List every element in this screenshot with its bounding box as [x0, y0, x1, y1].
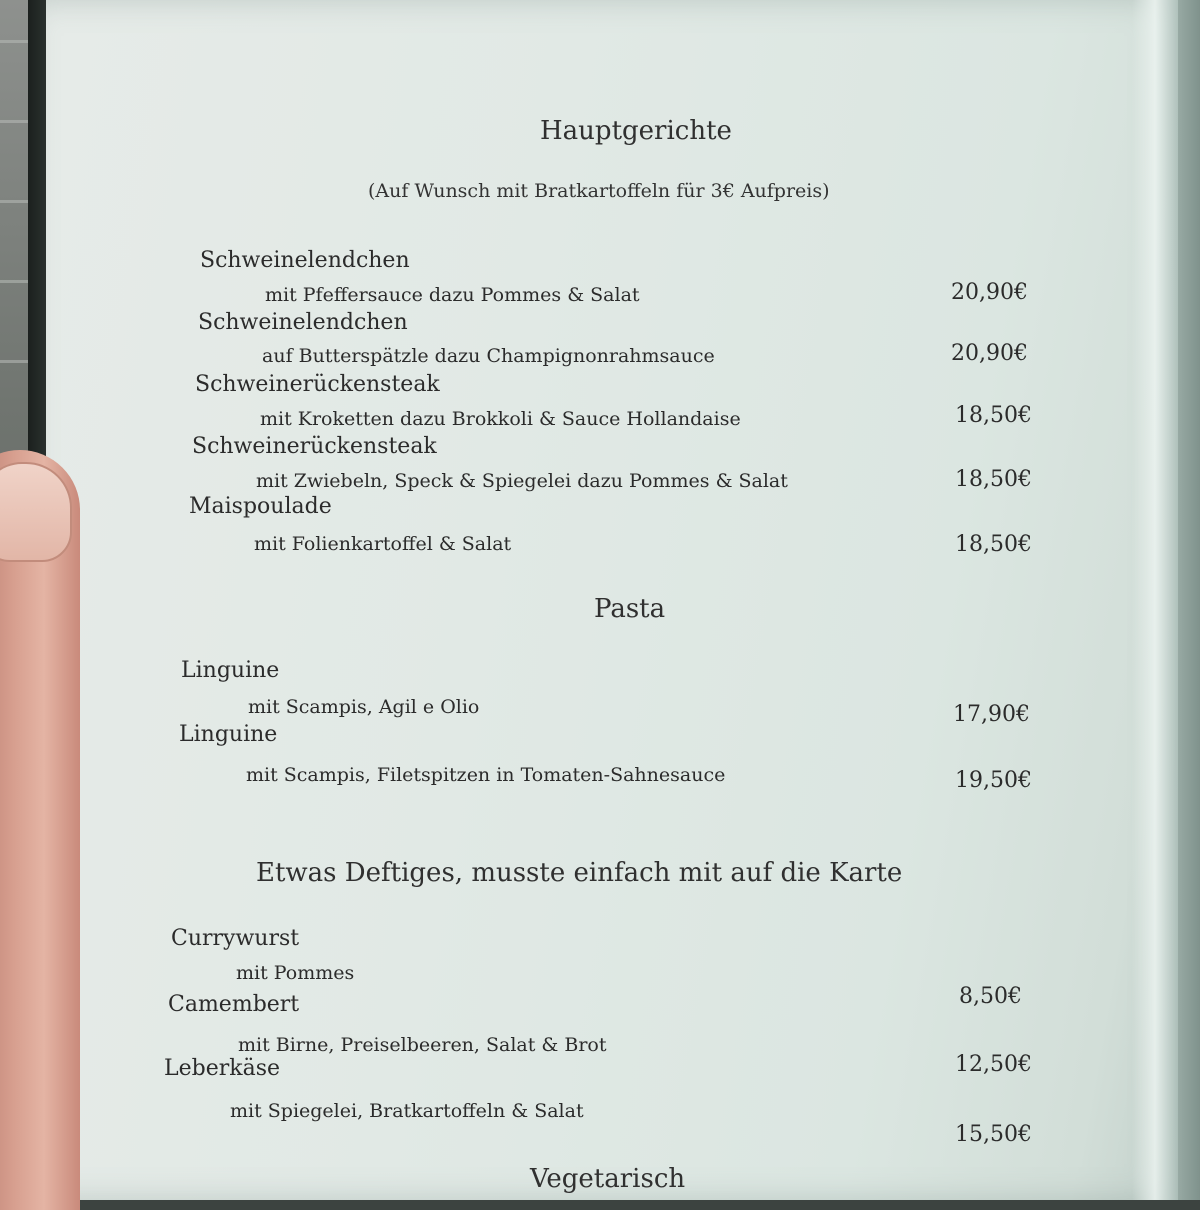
- dish-price: 20,90€: [951, 341, 1028, 366]
- dish-name: Schweinelendchen: [200, 248, 410, 273]
- dish-price: 18,50€: [955, 532, 1032, 557]
- dish-name: Leberkäse: [164, 1056, 281, 1081]
- dish-description: mit Birne, Preiselbeeren, Salat & Brot: [238, 1034, 607, 1056]
- dish-description: mit Folienkartoffel & Salat: [254, 533, 512, 555]
- dish-name: Schweinerückensteak: [195, 372, 440, 397]
- dish-price: 12,50€: [955, 1052, 1032, 1077]
- dish-description: mit Zwiebeln, Speck & Spiegelei dazu Pommes & Salat: [256, 470, 788, 492]
- section-title-pasta: Pasta: [594, 594, 666, 624]
- dish-description: mit Pfeffersauce dazu Pommes & Salat: [265, 284, 640, 306]
- dish-price: 19,50€: [955, 768, 1032, 793]
- dish-name: Schweinelendchen: [198, 310, 408, 335]
- holding-hand: [0, 450, 80, 1210]
- dish-name: Camembert: [168, 992, 300, 1017]
- dish-price: 18,50€: [955, 467, 1032, 492]
- dish-price: 18,50€: [955, 403, 1032, 428]
- dish-name: Linguine: [181, 658, 280, 683]
- dish-description: mit Scampis, Agil e Olio: [248, 696, 480, 718]
- dish-description: auf Butterspätzle dazu Champignonrahmsauce: [262, 345, 715, 367]
- dish-name: Maispoulade: [189, 494, 332, 519]
- section-title-hearty: Etwas Deftiges, musste einfach mit auf die Karte: [256, 858, 903, 888]
- dish-name: Schweinerückensteak: [192, 434, 437, 459]
- dish-name: Linguine: [179, 722, 278, 747]
- dish-description: mit Kroketten dazu Brokkoli & Sauce Hollandaise: [260, 408, 741, 430]
- section-title-veg: Vegetarisch: [530, 1164, 686, 1194]
- menu-page: [46, 0, 1178, 1200]
- dish-description: mit Scampis, Filetspitzen in Tomaten-Sahnesauce: [246, 764, 726, 786]
- dish-price: 17,90€: [953, 702, 1030, 727]
- dish-name: Currywurst: [171, 926, 300, 951]
- dish-description: mit Pommes: [236, 962, 355, 984]
- section-note-main: (Auf Wunsch mit Bratkartoffeln für 3€ Aufpreis): [368, 180, 830, 202]
- dish-price: 20,90€: [951, 280, 1028, 305]
- dish-price: 15,50€: [955, 1122, 1032, 1147]
- page-curl: [1132, 0, 1178, 1200]
- dish-description: mit Spiegelei, Bratkartoffeln & Salat: [230, 1100, 584, 1122]
- dish-price: 8,50€: [959, 984, 1022, 1009]
- section-title-main: Hauptgerichte: [540, 116, 732, 146]
